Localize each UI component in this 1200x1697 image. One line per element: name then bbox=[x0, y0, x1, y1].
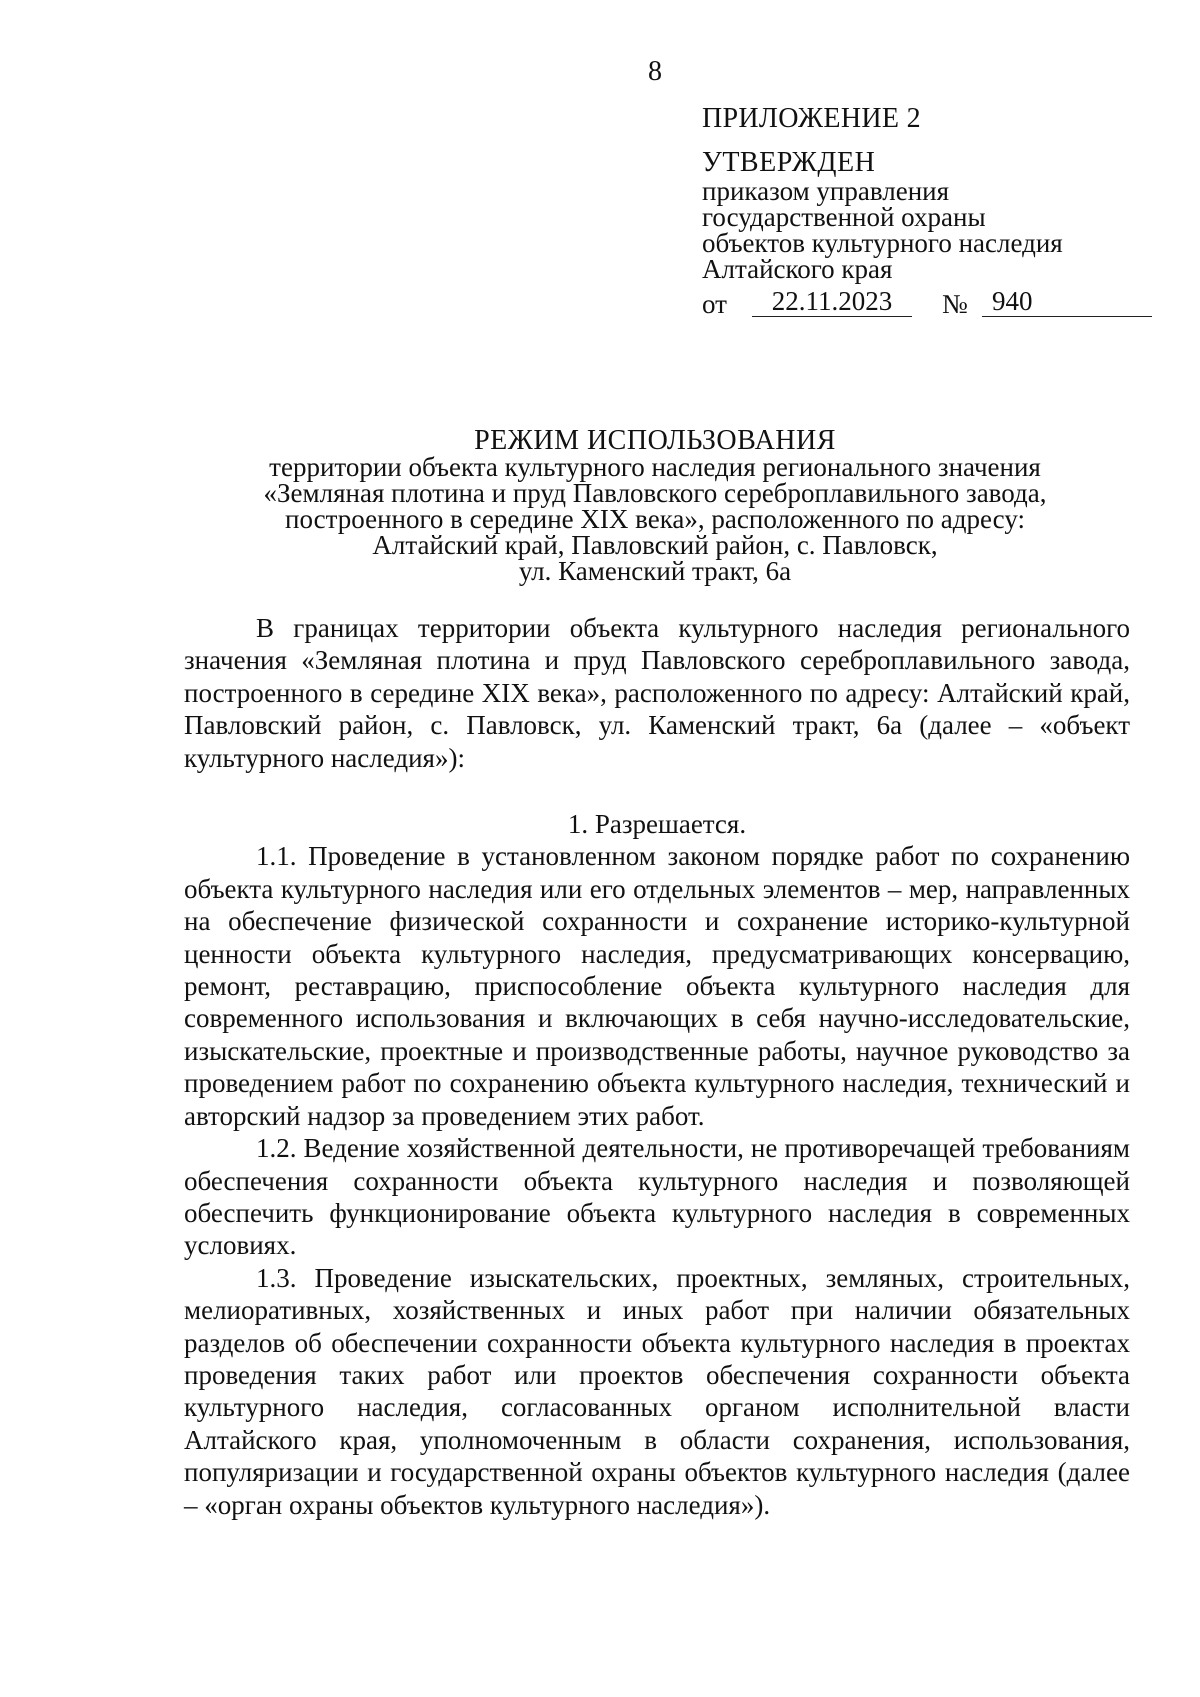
intro-paragraph: В границах территории объекта культурного наследия регионального значения «Земляная плотина и пруд Павловского сереброплавильного завода, построенного в середине XIX века», расположенного по адресу: Алтайский край, Павловский район, с. Павловск, ул. Каменский тракт, 6а (далее – «объект культурного наследия»): bbox=[184, 613, 1130, 773]
date-prefix: от bbox=[702, 289, 727, 319]
section-heading: 1. Разрешается. bbox=[567, 809, 747, 840]
title-line: территории объекта культурного наследия регионального значения bbox=[269, 452, 1041, 482]
approval-block bbox=[702, 103, 1162, 319]
title-line: Алтайский край, Павловский район, с. Павловск, bbox=[372, 530, 938, 560]
title-line: построенного в середине XIX века», расположенного по адресу: bbox=[285, 504, 1025, 534]
title-line: «Земляная плотина и пруд Павловского сереброплавильного завода, bbox=[263, 478, 1047, 508]
number-prefix: № bbox=[942, 289, 968, 319]
order-date: 22.11.2023 bbox=[752, 286, 912, 317]
approval-line: приказом управления bbox=[702, 176, 950, 206]
item-paragraph: 1.3. Проведение изыскательских, проектных, земляных, строительных, мелиоративных, хозяйственных и иных работ при наличии обязательных разделов об обеспечении сохранности объекта культурного наследия в проектах проведения таких работ или проектов обеспечения сохранности объекта культурного наследия, согласованных органом исполнительной власти Алтайского края, уполномоченным в области сохранения, использования, популяризации и государственной охраны объектов культурного наследия (далее – «орган охраны объектов культурного наследия»). bbox=[184, 1262, 1130, 1520]
page-number: 8 bbox=[648, 56, 662, 87]
approval-line: государственной охраны bbox=[702, 202, 986, 232]
title-line: ул. Каменский тракт, 6а bbox=[518, 556, 792, 586]
approval-line: Алтайского края bbox=[702, 254, 893, 284]
document-body bbox=[184, 612, 1130, 1521]
approval-line: объектов культурного наследия bbox=[702, 228, 1063, 258]
item-paragraph: 1.2. Ведение хозяйственной деятельности, не противоречащей требованиям обеспечения сохранности объекта культурного наследия и позволяющей обеспечить функционирование объекта культурного наследия в современных условиях. bbox=[184, 1133, 1130, 1261]
item-paragraph: 1.1. Проведение в установленном законом порядке работ по сохранению объекта культурного наследия или его отдельных элементов – мер, направленных на обеспечение физической сохранности и сохранение историко-культурной ценности объекта культурного наследия, предусматривающих консервацию, ремонт, реставрацию, приспособление объекта культурного наследия для современного использования и включающих в себя научно-исследовательские, изыскательские, проектные и производственные работы, научное руководство за проведением работ по сохранению объекта культурного наследия, технический и авторский надзор за проведением этих работ. bbox=[184, 841, 1130, 1131]
appendix-label: ПРИЛОЖЕНИЕ 2 bbox=[702, 103, 921, 134]
approved-label: УТВЕРЖДЕН bbox=[702, 147, 876, 178]
document-title bbox=[0, 425, 1200, 586]
order-date-number bbox=[702, 286, 1162, 317]
order-number: 940 bbox=[982, 286, 1152, 317]
title-heading: РЕЖИМ ИСПОЛЬЗОВАНИЯ bbox=[474, 425, 836, 456]
